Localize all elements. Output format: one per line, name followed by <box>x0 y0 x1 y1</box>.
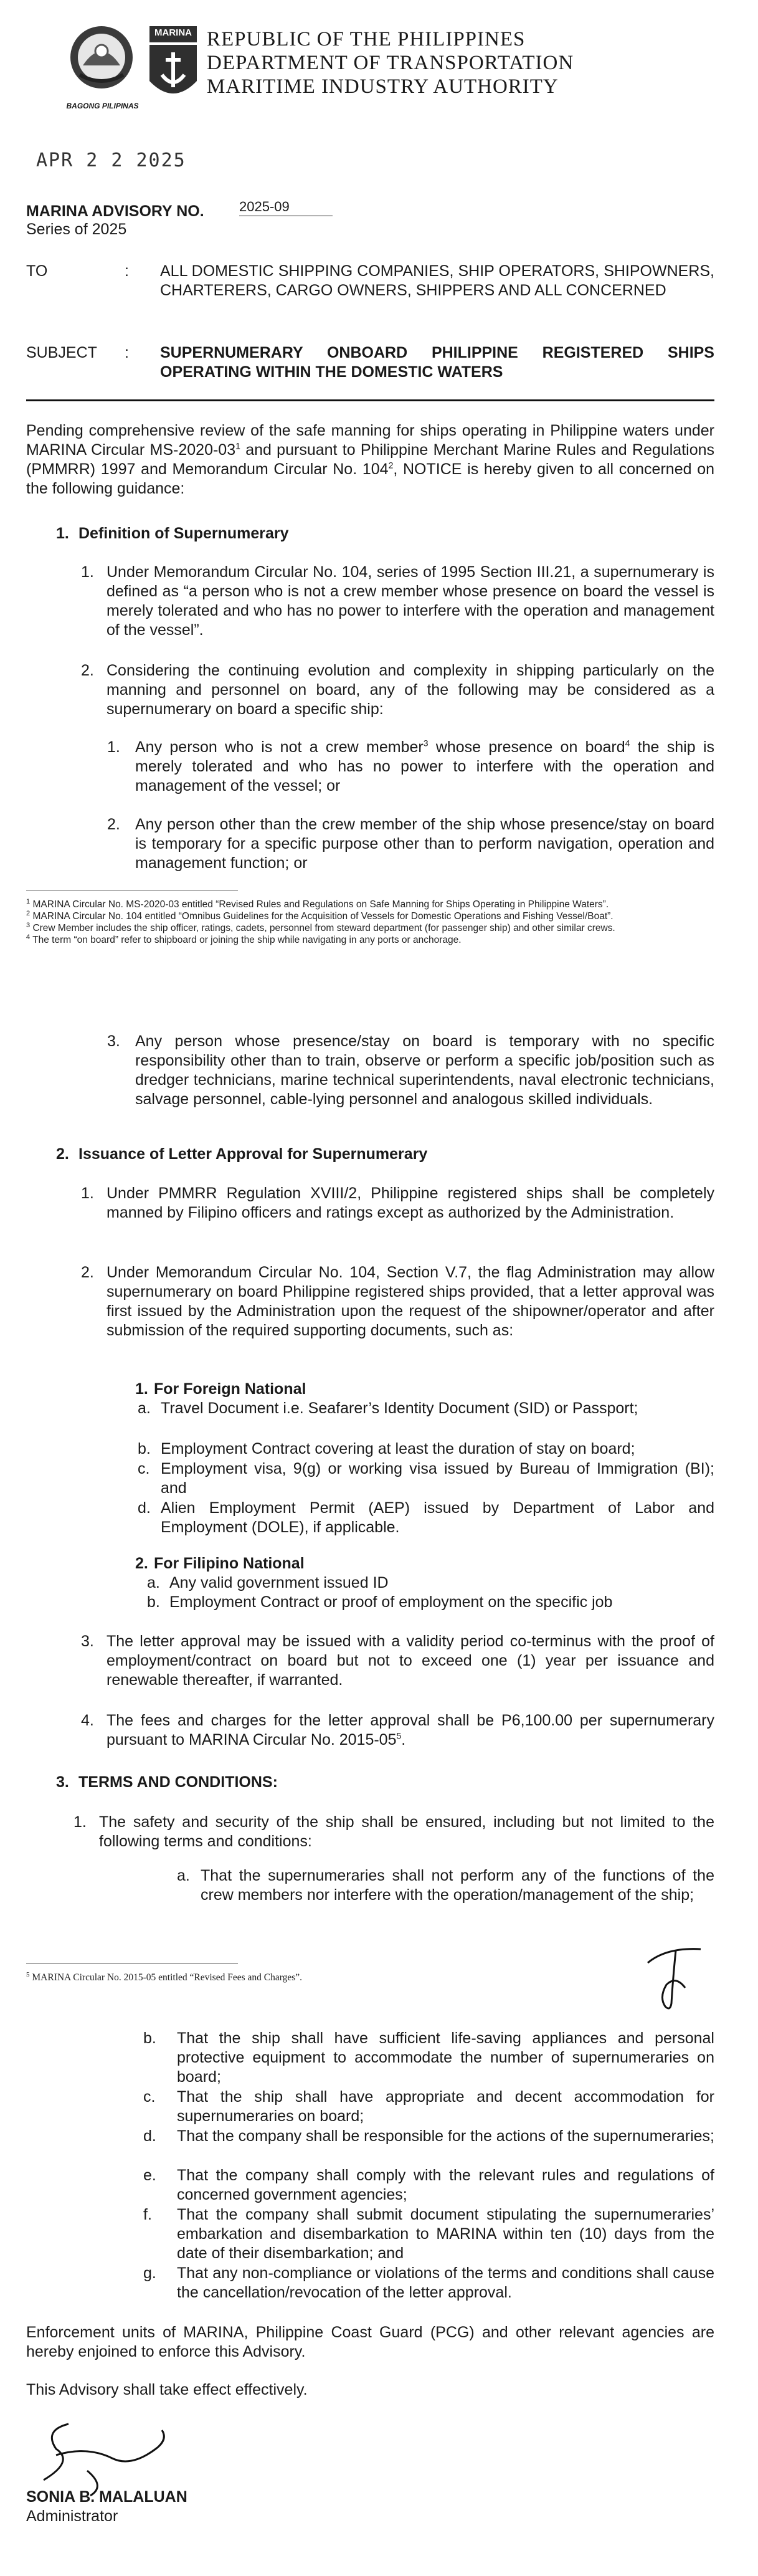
date-stamp: APR 2 2 2025 <box>36 150 186 171</box>
s2-item2-number: 2. <box>81 1264 94 1281</box>
s3-f-text: That the company shall submit document stipulating the supernumeraries’ embarkation and disembarkation to MARINA within ten (10) days from the date of their disembarkation; and <box>177 2206 714 2262</box>
signature <box>31 2411 193 2499</box>
foreign-d-text: Alien Employment Permit (AEP) issued by Department of Labor and Employment (DOLE), if applicable. <box>161 1499 714 1536</box>
foreign-a-text: Travel Document i.e. Seafarer’s Identity Document (SID) or Passport; <box>161 1400 638 1417</box>
foreign-number: 1. <box>135 1380 148 1398</box>
s3-c-text: That the ship shall have appropriate and decent accommodation for supernumeraries on board; <box>177 2088 714 2125</box>
foreign-title: For Foreign National <box>154 1380 306 1398</box>
s1-item1-text: Under Memorandum Circular No. 104, series of 1995 Section III.21, a supernumerary is defined as “a person who is not a crew member whose presence on board the vessel is merely tolerated and who has no power to interfere with the operation and management of the vessel”. <box>107 563 714 639</box>
intro-text-2: and pursuant to Philippine Merchant Marine Rules and Regulations (PMMRR) 1997 and Memorandum Circular No. 104 <box>26 441 714 478</box>
footnote-5 <box>26 1972 462 1983</box>
s1-sub1-number: 1. <box>107 738 120 756</box>
filipino-title: For Filipino National <box>154 1555 305 1572</box>
footnote-ref-5: 5 <box>396 1730 402 1741</box>
s1-sub1-text-b: whose presence on board <box>428 738 625 756</box>
to-text: ALL DOMESTIC SHIPPING COMPANIES, SHIP OPERATORS, SHIPOWNERS, CHARTERERS, CARGO OWNERS, SHIPPERS AND ALL CONCERNED <box>160 262 714 299</box>
advisory-label: MARINA ADVISORY NO. <box>26 203 204 220</box>
footnote-3 <box>26 922 714 934</box>
subject-colon: : <box>125 344 129 361</box>
s3-b-mark: b. <box>143 2030 156 2047</box>
s1-sub1-text-c: the ship is merely tolerated and who has no power to interfere with the operation and management of the vessel; or <box>135 738 714 794</box>
footnote-ref-2: 2 <box>388 460 394 470</box>
advisory-series: Series of 2025 <box>26 221 127 238</box>
s3-b-text: That the ship shall have sufficient life-saving appliances and personal protective equipment to accommodate the number of supernumeraries on board; <box>177 2030 714 2086</box>
foreign-b-text: Employment Contract covering at least the duration of stay on board; <box>161 1440 635 1457</box>
s3-c-mark: c. <box>143 2088 156 2106</box>
filipino-b-text: Employment Contract or proof of employment on the specific job <box>169 1593 613 1611</box>
s1-item2-number: 2. <box>81 662 94 679</box>
s2-item4-text <box>107 1711 714 1750</box>
s3-f-mark: f. <box>143 2206 152 2223</box>
s3-g-mark: g. <box>143 2264 156 2282</box>
s2-item4-number: 4. <box>81 1712 94 1729</box>
s3-d-mark: d. <box>143 2127 156 2145</box>
seal-caption: BAGONG PILIPINAS <box>66 102 139 110</box>
section3-title: TERMS AND CONDITIONS: <box>78 1773 278 1791</box>
s2-item4-text-a: The fees and charges for the letter approval shall be P6,100.00 per supernumerary pursuant to MARINA Circular No. 2015-05 <box>107 1712 714 1748</box>
section2-title: Issuance of Letter Approval for Supernumerary <box>78 1145 428 1163</box>
philippine-seal-logo <box>67 19 136 112</box>
s2-item1-number: 1. <box>81 1185 94 1202</box>
initials-signature-icon <box>642 1938 710 2019</box>
s2-item3-number: 3. <box>81 1633 94 1650</box>
section2-number: 2. <box>56 1145 69 1163</box>
marina-logo-text: MARINA <box>154 27 192 38</box>
s1-sub2-number: 2. <box>107 816 120 833</box>
subject-divider <box>26 399 714 401</box>
footnote-4 <box>26 934 714 946</box>
filipino-a-mark: a. <box>147 1574 160 1591</box>
foreign-a-mark: a. <box>138 1400 151 1417</box>
s1-sub3-number: 3. <box>107 1033 120 1050</box>
filipino-a-text: Any valid government issued ID <box>169 1574 389 1591</box>
s3-item1-text: The safety and security of the ship shall be ensured, including but not limited to the following terms and conditions: <box>99 1813 714 1850</box>
section1-title: Definition of Supernumerary <box>78 525 289 542</box>
s1-item1-number: 1. <box>81 563 94 581</box>
header-republic: REPUBLIC OF THE PHILIPPINES <box>207 28 526 50</box>
footnote-1-text: MARINA Circular No. MS-2020-03 entitled “Revised Rules and Regulations on Safe Manning for Ships Operating in Philippine Waters”. <box>32 899 609 910</box>
s2-item2-text: Under Memorandum Circular No. 104, Section V.7, the flag Administration may allow supernumerary on board Philippine registered ships provided, that a letter approval was first issued by the Administration upon the request of the shipowner/operator and after submission of the required supporting documents, such as: <box>107 1264 714 1339</box>
intro-text-3: , NOTICE is hereby given to all concerned on the following guidance: <box>26 460 715 497</box>
s1-sub3-text: Any person whose presence/stay on board is temporary with no specific responsibility other than to train, observe or perform a specific job/position such as dredger technicians, marine technical superintendents, naval electronic technicians, salvage personnel, cable-lying personnel and analogous skilled individuals. <box>135 1033 714 1108</box>
section1-number: 1. <box>56 525 69 542</box>
signatory-name: SONIA B. MALALUAN <box>26 2488 187 2506</box>
intro-paragraph <box>26 421 714 499</box>
intro-text-1: Pending comprehensive review of the safe manning for ships operating in Philippine waters under MARINA Circular MS-2020-03 <box>26 422 714 459</box>
footnote-3-mark: 3 <box>26 921 31 929</box>
s1-sub1-text <box>135 738 714 796</box>
s1-sub1-text-a: Any person who is not a crew member <box>135 738 424 756</box>
header-department: DEPARTMENT OF TRANSPORTATION <box>207 52 574 74</box>
s3-e-mark: e. <box>143 2167 156 2184</box>
to-label: TO <box>26 262 48 280</box>
s1-sub2-text: Any person other than the crew member of the ship whose presence/stay on board is temporary for a specific purpose other than to perform navigation, operation and management function; or <box>135 816 714 872</box>
s3-d-text: That the company shall be responsible for the actions of the supernumeraries; <box>177 2127 714 2145</box>
s2-item4-text-b: . <box>401 1731 406 1748</box>
s3-item1-number: 1. <box>73 1813 87 1831</box>
footnote-2-mark: 2 <box>26 909 31 917</box>
s3-a-text: That the supernumeraries shall not perform any of the functions of the crew members nor interfere with the operation/management of the ship; <box>201 1867 714 1904</box>
footnote-2-text: MARINA Circular No. 104 entitled “Omnibus Guidelines for the Acquisition of Vessels for Domestic Operations and Fishing Vessel/Boat”. <box>32 911 614 922</box>
effectivity-paragraph: This Advisory shall take effect effectively. <box>26 2381 308 2398</box>
s1-item2-text: Considering the continuing evolution and complexity in shipping particularly on the manning and personnel on board, any of the following may be considered as a supernumerary on board a specific ship: <box>107 662 714 718</box>
footnote-3-text: Crew Member includes the ship officer, ratings, cadets, personnel from steward department (for passenger ship) and other similar crews. <box>32 923 615 933</box>
footnote-1-mark: 1 <box>26 897 31 905</box>
section3-number: 3. <box>56 1773 69 1791</box>
footnote-ref-3: 3 <box>423 738 429 748</box>
s2-item1-text: Under PMMRR Regulation XVIII/2, Philippine registered ships shall be completely manned by Filipino officers and ratings except as authorized by the Administration. <box>107 1185 714 1221</box>
footnote-4-mark: 4 <box>26 933 31 941</box>
advisory-number: 2025-09 <box>239 198 333 216</box>
filipino-b-mark: b. <box>147 1593 160 1611</box>
bagong-pilipinas-icon <box>67 19 136 112</box>
filipino-number: 2. <box>135 1555 148 1572</box>
footnote-1 <box>26 899 714 910</box>
enforcement-paragraph: Enforcement units of MARINA, Philippine Coast Guard (PCG) and other relevant agencies are hereby enjoined to enforce this Advisory. <box>26 2324 714 2360</box>
footnote-ref-4: 4 <box>625 738 630 748</box>
initials-mark <box>642 1938 710 2019</box>
s3-a-mark: a. <box>177 1867 190 1884</box>
footnote-4-text: The term “on board” refer to shipboard or joining the ship while navigating in any ports or anchorage. <box>32 935 462 945</box>
footnotes-page1 <box>26 899 714 946</box>
footnote-5-text: MARINA Circular No. 2015-05 entitled “Revised Fees and Charges”. <box>32 1972 303 1983</box>
subject-text: SUPERNUMERARY ONBOARD PHILIPPINE REGISTERED SHIPS OPERATING WITHIN THE DOMESTIC WATERS <box>160 344 714 381</box>
foreign-c-mark: c. <box>138 1460 150 1477</box>
to-colon: : <box>125 262 129 280</box>
footnote-ref-1: 1 <box>235 441 240 451</box>
header-authority: MARITIME INDUSTRY AUTHORITY <box>207 75 559 98</box>
subject-label: SUBJECT <box>26 344 97 361</box>
signatory-title: Administrator <box>26 2507 118 2525</box>
s2-item3-text: The letter approval may be issued with a validity period co-terminus with the proof of employment/contract on board but not to exceed one (1) year per issuance and renewable thereafter, if warranted. <box>107 1633 714 1689</box>
foreign-c-text: Employment visa, 9(g) or working visa issued by Bureau of Immigration (BI); and <box>161 1460 714 1497</box>
s3-e-text: That the company shall comply with the relevant rules and regulations of concerned government agencies; <box>177 2167 714 2203</box>
foreign-b-mark: b. <box>138 1440 151 1457</box>
s3-g-text: That any non-compliance or violations of the terms and conditions shall cause the cancellation/revocation of the letter approval. <box>177 2264 714 2301</box>
signature-icon <box>31 2411 193 2499</box>
footnote-2 <box>26 910 714 922</box>
footnote-5-mark: 5 <box>26 1970 30 1978</box>
foreign-d-mark: d. <box>138 1499 151 1517</box>
